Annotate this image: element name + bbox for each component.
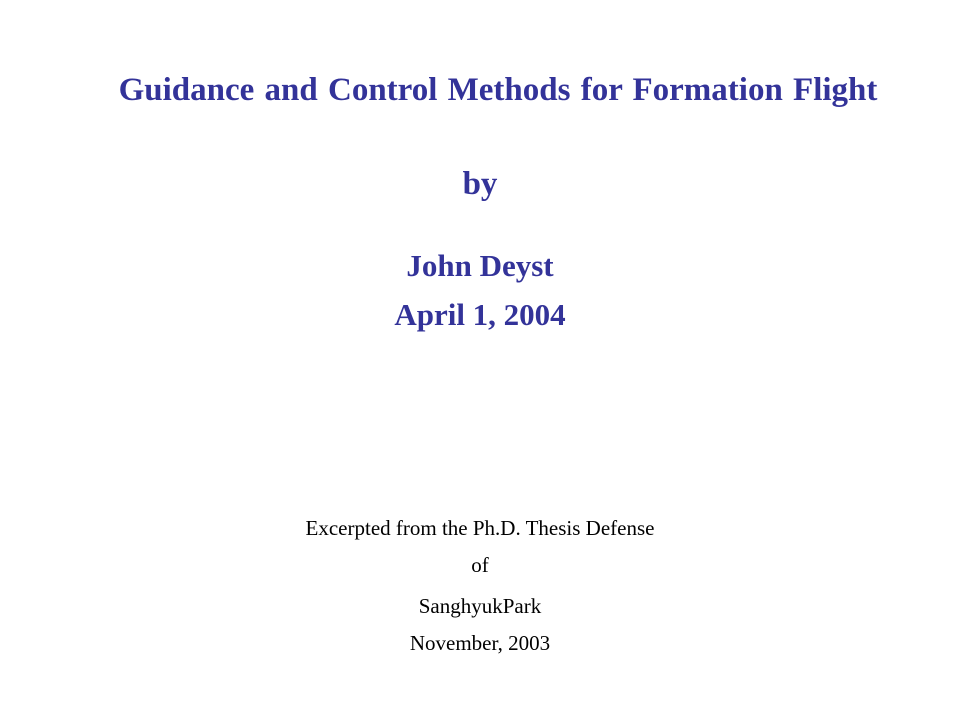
thesis-date: November, 2003 <box>409 631 551 655</box>
excerpt-source: Excerpted from the Ph.D. Thesis Defense <box>305 516 655 540</box>
author-name: John Deyst <box>406 248 554 283</box>
slide-title: Guidance and Control Methods for Formation Flight <box>118 72 878 108</box>
excerpt-of: of <box>471 553 489 577</box>
presentation-date: April 1, 2004 <box>394 297 566 332</box>
by-line: by <box>462 166 498 202</box>
thesis-author: SanghyukPark <box>418 594 542 618</box>
